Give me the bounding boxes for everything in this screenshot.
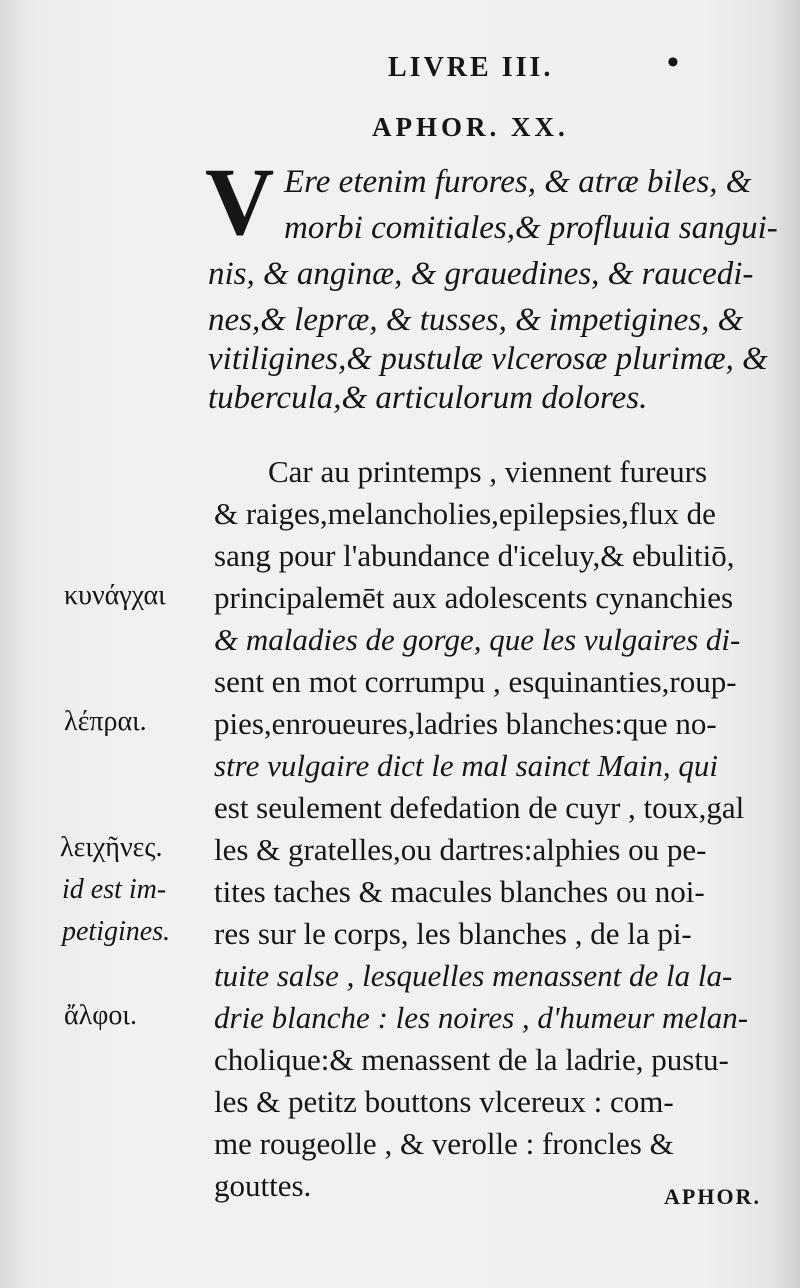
french-line: me rougeolle , & verolle : froncles & <box>214 1126 674 1161</box>
margin-note-latin: id est im- <box>62 874 167 905</box>
margin-note-greek: λέπραι. <box>64 706 147 737</box>
latin-line: Ere etenim furores, & atræ biles, & <box>284 164 752 200</box>
margin-note-greek: κυνάγχαι <box>64 580 166 611</box>
french-line: est seulement defedation de cuyr , toux,gal <box>214 790 745 825</box>
drop-cap: V <box>205 148 275 255</box>
margin-note-greek: ἄλφοι. <box>64 1000 137 1031</box>
french-line <box>214 538 735 574</box>
french-line: drie blanche : les noires , d'humeur melan- <box>214 1000 749 1035</box>
latin-line: morbi comitiales,& profluuia sangui- <box>284 210 778 246</box>
corner-mark: • <box>667 44 679 81</box>
french-line: les & petitz bouttons vlcereux : com- <box>214 1084 674 1119</box>
french-line: tites taches & macules blanches ou noi- <box>214 874 705 909</box>
french-line: & maladies de gorge, que les vulgaires di- <box>214 622 741 657</box>
french-line: cholique:& menassent de la ladrie, pustu- <box>214 1042 729 1077</box>
french-line: Car au printemps , viennent fureurs <box>268 454 708 489</box>
french-line: & raiges,melancholies,epilepsies,flux de <box>214 496 716 531</box>
margin-note-latin: petigines. <box>62 916 171 947</box>
french-line: stre vulgaire dict le mal sainct Main, qui <box>214 748 718 783</box>
latin-line: nes,& lepræ, & tusses, & impetigines, & <box>208 302 744 338</box>
french-line: sent en mot corrumpu , esquinanties,roup- <box>214 664 737 699</box>
french-line: pies,enroueures,ladries blanches:que no- <box>214 706 717 741</box>
french-line: les & gratelles,ou dartres:alphies ou pe- <box>214 832 707 867</box>
french-line-text: sang pour l'abundance d'iceluy,& ebulitiō, <box>214 538 735 573</box>
latin-line: vitiligines,& pustulæ vlcerosæ plurimæ, & <box>208 341 768 377</box>
running-title: LIVRE III. <box>388 52 554 83</box>
french-line: res sur le corps, les blanches , de la pi- <box>214 916 692 951</box>
margin-note-greek: λειχῆνες. <box>60 832 163 863</box>
french-line: tuite salse , lesquelles menassent de la la- <box>214 958 733 993</box>
show-through-text <box>60 70 68 104</box>
catchword: APHOR. <box>664 1184 761 1209</box>
latin-line: nis, & anginæ, & grauedines, & raucedi- <box>208 256 754 292</box>
latin-line: tubercula,& articulorum dolores. <box>208 380 648 416</box>
french-line: gouttes. <box>214 1168 312 1203</box>
french-line: principalemēt aux adolescents cynanchies <box>214 580 734 615</box>
aphorism-heading: APHOR. XX. <box>372 112 569 142</box>
